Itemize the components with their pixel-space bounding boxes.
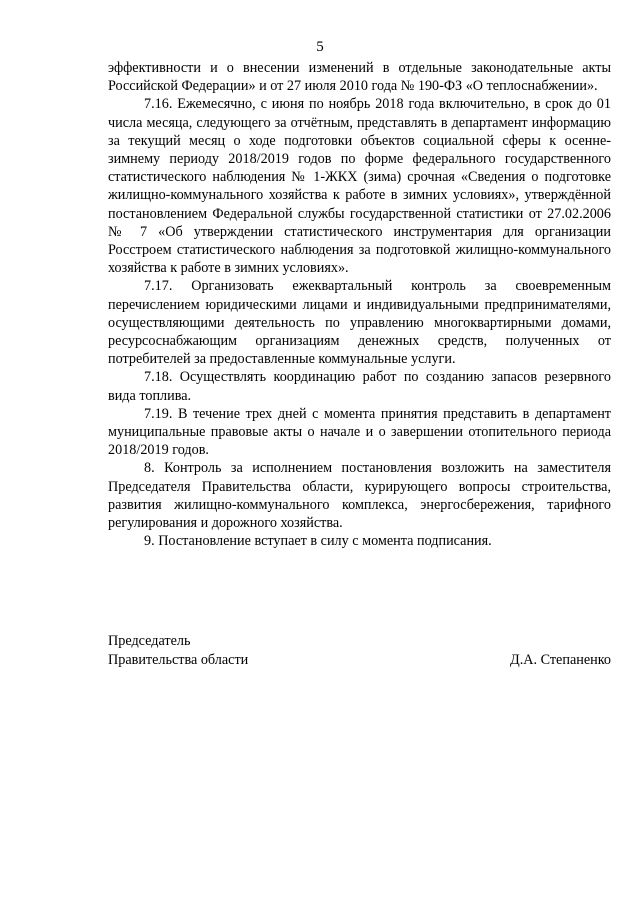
- paragraph-7-18: 7.18. Осуществлять координацию работ по созданию запасов резервного вида топлива.: [108, 369, 611, 404]
- signature-block: [108, 632, 611, 670]
- paragraph-7-17: 7.17. Организовать ежеквартальный контроль за своевременным перечислением юридическими лицами и индивидуальными предпринимателями, осуществляющими деятельность по управлению многоквартирными домами, ресурсоснабжающим организациям денежных средств, полученных от потребителей за предоставленные коммунальные услуги.: [108, 278, 611, 368]
- paragraph-7-19: 7.19. В течение трех дней с момента принятия представить в департамент муниципальные правовые акты о начале и о завершении отопительного периода 2018/2019 годов.: [108, 405, 611, 459]
- signatory-name: Д.А. Степаненко: [510, 652, 611, 668]
- page-number: 5: [316, 39, 324, 55]
- document-body: [108, 59, 611, 550]
- paragraph-continuation: эффективности и о внесении изменений в отдельные законодательные акты Российской Федерации» и от 27 июля 2010 года № 190-ФЗ «О теплоснабжении».: [108, 60, 611, 95]
- paragraph-9: 9. Постановление вступает в силу с момента подписания.: [144, 533, 492, 550]
- paragraph-7-16: 7.16. Ежемесячно, с июня по ноябрь 2018 года включительно, в срок до 01 числа месяца, следующего за отчётным, представлять в департамент информацию за текущий месяц о ходе подготовки объектов социальной сферы к осенне-зимнему периоду 2018/2019 годов по форме федерального государственного статистического наблюдения № 1-ЖКХ (зима) срочная «Сведения о подготовке жилищно-коммунального хозяйства к работе в зимних условиях», утверждённой постановлением Федеральной службы государственной статистики от 27.02.2006 № 7 «Об утверждении статистического инструментария для организации Росстроем статистического наблюдения за подготовкой жилищно-коммунального хозяйства к работе в зимних условиях».: [108, 96, 611, 277]
- signatory-title-line1: Председатель: [108, 633, 191, 649]
- paragraph-8: 8. Контроль за исполнением постановления возложить на заместителя Председателя Правительства области, курирующего вопросы строительства, развития жилищно-коммунального комплекса, энергосбережения, тарифного регулирования и дорожного хозяйства.: [108, 460, 611, 532]
- signature-row: [108, 651, 611, 670]
- signatory-title-line2: Правительства области: [108, 652, 249, 668]
